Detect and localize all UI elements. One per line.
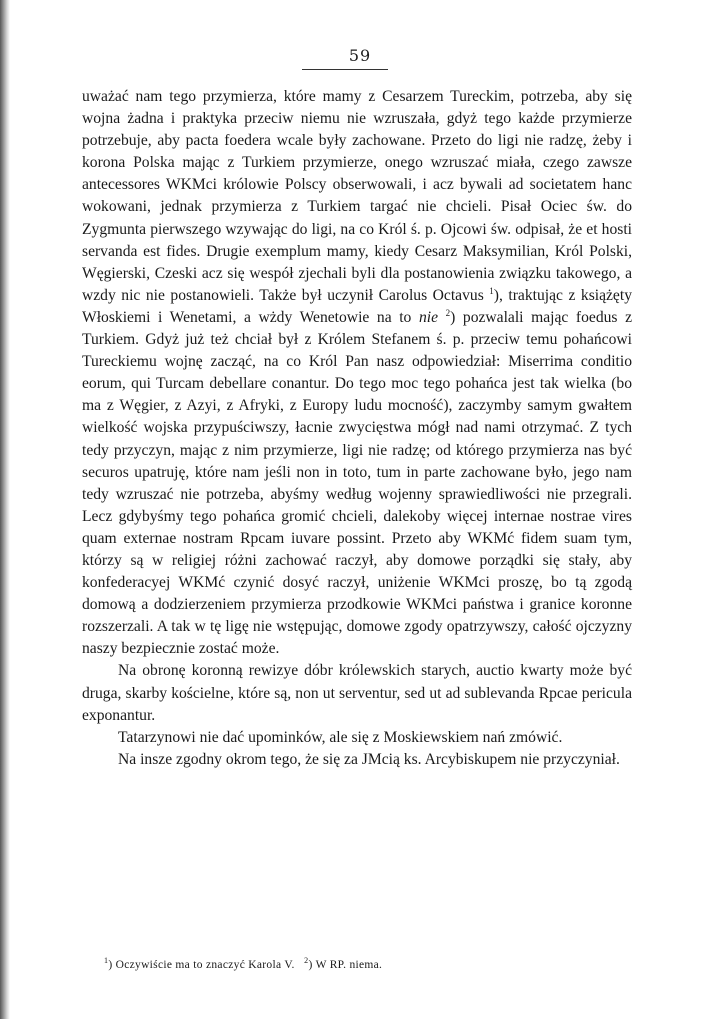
page-number-rule	[302, 69, 388, 70]
page-number: 59	[348, 46, 372, 65]
footnote-1-marker: 1	[104, 956, 109, 965]
footnote-ref: 2	[445, 307, 451, 318]
footnotes	[104, 956, 624, 971]
body-text	[82, 86, 632, 771]
footnote-1-text: ) Oczywiście ma to znaczyć Karola V.	[108, 958, 295, 971]
footnote-2-text: ) W RP. niema.	[308, 958, 383, 971]
text-segment: nie	[418, 308, 439, 326]
text-segment: Na insze zgodny okrom tego, że się za JMcią ks. Arcybiskupem nie przyczyniał.	[118, 750, 620, 768]
paragraph-p2	[82, 660, 632, 726]
paragraph-p3	[82, 727, 632, 749]
text-segment: ) pozwalali mając foedus z Turkiem. Gdyż już też chciał był z Królem Stefanem ś. p. przeciw temu pohańcowi Tureckiemu wojnę zacząć, na co Król Pan nasz odpowiedział: Miserrima conditio eorum, qui Turcam debellare conantur. Do tego moc tego pohańca jest tak wielka (bo ma z Węgier, z Azyi, z Afryki, z Europy ludu mocność), zaczymby samym gwałtem wielkość wojska przypuściwszy, łacnie zwycięstwa mógł nad nami otrzymać. Z tych tedy przyczyn, mając z nim przymierze, ligi nie radzę; od którego przymierza nas być securos upatruję, które nam jeśli non in toto, tum in parte zachowane było, jego nam tedy wzruszać nie potrzeba, abyśmy według wojenny sprawiedliwości nie przegrali. Lecz gdybyśmy tego pohańca gromić chcieli, dalekoby więcej internae nostrae vires quam externae nostram Rpcam iuvare possint. Przeto aby WKMć fidem suam tym, którzy są w religiej różni zachować raczył, aby domowe porządki się stały, aby konfederacyej WKMć czynić dosyć raczył, uniżenie WKMci proszę, bo tą zgodą domową a dodzierzeniem przymierza przodkowie WKMci państwa i granice koronne rozszerzali. A tak w tę ligę nie wstępując, domowe zgody opatrzywszy, całość ojczyzny naszy bezpiecznie zostać może.	[82, 308, 633, 658]
text-segment: ), traktując z książęty Włoskiemi i Wenetami, a wżdy Wenetowie na to	[82, 286, 632, 326]
scan-binding-edge	[0, 0, 10, 1019]
paragraph-p1	[82, 86, 632, 660]
text-segment: Tatarzynowi nie dać upominków, ale się z Moskiewskiem nań zmówić.	[118, 728, 563, 746]
footnote-ref: 1	[489, 285, 494, 296]
text-segment: uważać nam tego przymierza, które mamy z Cesarzem Tureckim, potrzeba, aby się wojna żadna i praktyka przeciw niemu nie wzruszała, gdyż tego każde przymierze potrzebuje, aby pacta foedera wcale były zachowane. Przeto do ligi nie radzę, żeby i korona Polska mając z Turkiem przymierze, onego wzruszać miała, czego zawsze antecessores WKMci królowie Polscy obserwowali, i acz bywali ad societatem hanc wokowani, jednak przymierza z Turkiem targać nie chcieli. Pisał Ociec św. do Zygmunta pierwszego wzywając do ligi, na co Król ś. p. Ojcowi św. odpisał, że et hosti servanda est fides. Drugie exemplum mamy, kiedy Cesarz Maksymilian, Król Polski, Węgierski, Czeski acz się wespół zjechali byli dla postanowienia związku takowego, a wzdy nic nie postanowieli. Także był uczynił Carolus Octavus	[82, 88, 632, 304]
text-segment: Na obronę koronną rewizye dóbr królewskich starych, auctio kwarty może być druga, skarby kościelne, które są, non ut serventur, sed ut ad sublevanda Rpcae pericula exponantur.	[82, 662, 632, 724]
footnote-2-marker: 2	[304, 956, 309, 965]
paragraph-p4	[82, 749, 632, 771]
text-segment	[438, 309, 446, 326]
